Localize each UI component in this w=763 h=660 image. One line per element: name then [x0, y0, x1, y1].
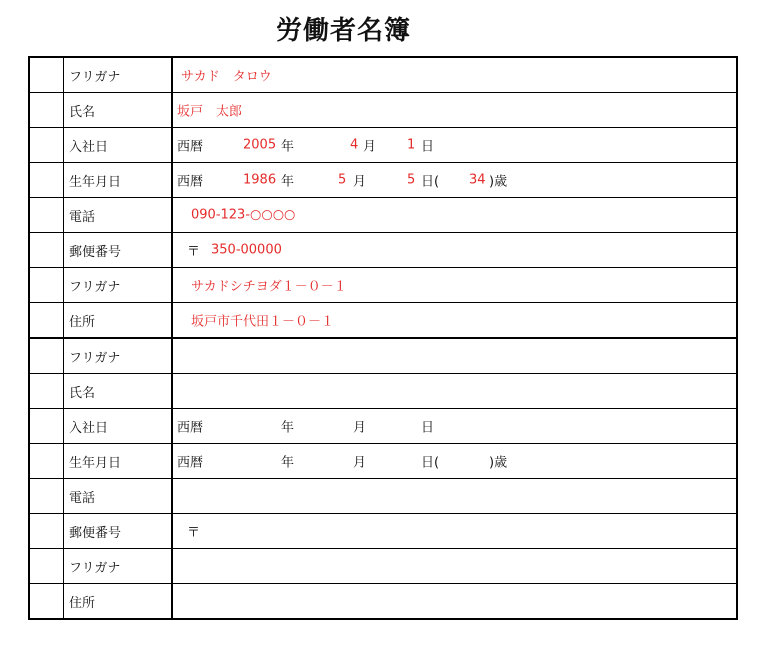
label-phone: 電話 [64, 479, 173, 514]
year-label: 年 [281, 174, 295, 190]
worker1-address-furigana: サカドシチヨダ１－０－１ [191, 279, 347, 295]
row-number-cell[interactable] [29, 479, 64, 514]
row-number-cell[interactable] [29, 444, 64, 479]
value-cell[interactable] [172, 338, 737, 374]
label-birth: 生年月日 [64, 163, 173, 198]
value-cell[interactable] [172, 57, 737, 93]
label-name: 氏名 [64, 374, 173, 409]
table-row [29, 303, 737, 339]
label-postal: 郵便番号 [64, 233, 173, 268]
value-cell[interactable] [172, 549, 737, 584]
month-label: 月 [363, 139, 377, 155]
table-row [29, 338, 737, 374]
value-cell[interactable] [172, 409, 737, 444]
label-birth: 生年月日 [64, 444, 173, 479]
row-number-cell[interactable] [29, 409, 64, 444]
day-label: 日 [421, 139, 435, 155]
year-label: 年 [281, 139, 295, 155]
table-row [29, 233, 737, 268]
value-cell[interactable] [172, 444, 737, 479]
age-close-label: )歳 [489, 174, 508, 190]
month-label: 月 [353, 174, 367, 190]
table-row [29, 409, 737, 444]
era-label: 西暦 [177, 139, 204, 155]
row-number-cell[interactable] [29, 374, 64, 409]
label-phone: 電話 [64, 198, 173, 233]
worker1-postal: 350-00000 [211, 242, 282, 258]
label-furigana: フリガナ [64, 338, 173, 374]
value-cell[interactable] [172, 93, 737, 128]
worker1-address: 坂戸市千代田１－０－１ [191, 314, 335, 330]
postal-mark: 〒 [187, 525, 201, 541]
value-cell[interactable] [172, 303, 737, 339]
row-number-cell[interactable] [29, 549, 64, 584]
table-row [29, 93, 737, 128]
value-cell[interactable] [172, 584, 737, 620]
table-row [29, 268, 737, 303]
worker1-joined-year: 2005 [243, 137, 277, 153]
row-number-cell[interactable] [29, 163, 64, 198]
value-cell[interactable] [172, 268, 737, 303]
label-furigana: フリガナ [64, 57, 173, 93]
value-cell[interactable] [172, 198, 737, 233]
value-cell[interactable] [172, 233, 737, 268]
era-label: 西暦 [177, 174, 204, 190]
value-cell[interactable] [172, 128, 737, 163]
year-label: 年 [281, 420, 295, 436]
worker1-joined-month: 4 [350, 137, 359, 153]
table-row [29, 128, 737, 163]
table-row [29, 374, 737, 409]
day-label: 日 [421, 420, 435, 436]
worker1-furigana: サカド タロウ [181, 69, 272, 85]
row-number-cell[interactable] [29, 57, 64, 93]
table-row [29, 584, 737, 620]
age-open-label: 日( [421, 455, 440, 471]
page-title: 労働者名簿 [275, 16, 411, 46]
age-close-label: )歳 [489, 455, 508, 471]
label-address: 住所 [64, 303, 173, 339]
row-number-cell[interactable] [29, 338, 64, 374]
row-number-cell[interactable] [29, 303, 64, 339]
label-joined: 入社日 [64, 409, 173, 444]
label-address-furigana: フリガナ [64, 549, 173, 584]
row-number-cell[interactable] [29, 584, 64, 620]
row-number-cell[interactable] [29, 514, 64, 549]
worker1-birth-month: 5 [338, 172, 347, 188]
worker1-age: 34 [469, 172, 486, 188]
worker1-name: 坂戸 太郎 [177, 104, 243, 120]
month-label: 月 [353, 420, 367, 436]
label-joined: 入社日 [64, 128, 173, 163]
row-number-cell[interactable] [29, 93, 64, 128]
row-number-cell[interactable] [29, 268, 64, 303]
label-name: 氏名 [64, 93, 173, 128]
year-label: 年 [281, 455, 295, 471]
table-row [29, 549, 737, 584]
worker1-birth-year: 1986 [243, 172, 277, 188]
row-number-cell[interactable] [29, 128, 64, 163]
value-cell[interactable] [172, 514, 737, 549]
table-row [29, 198, 737, 233]
row-number-cell[interactable] [29, 198, 64, 233]
era-label: 西暦 [177, 455, 204, 471]
value-cell[interactable] [172, 374, 737, 409]
table-row [29, 163, 737, 198]
label-address-furigana: フリガナ [64, 268, 173, 303]
worker-roster-table [28, 56, 738, 620]
table-row [29, 514, 737, 549]
value-cell[interactable] [172, 479, 737, 514]
postal-mark: 〒 [187, 244, 201, 260]
month-label: 月 [353, 455, 367, 471]
age-open-label: 日( [421, 174, 440, 190]
table-row [29, 57, 737, 93]
worker1-birth-day: 5 [407, 172, 416, 188]
table-row [29, 444, 737, 479]
era-label: 西暦 [177, 420, 204, 436]
worker1-phone: 090-123-○○○○ [191, 207, 296, 223]
worker1-joined-day: 1 [407, 137, 416, 153]
row-number-cell[interactable] [29, 233, 64, 268]
label-postal: 郵便番号 [64, 514, 173, 549]
table-row [29, 479, 737, 514]
label-address: 住所 [64, 584, 173, 620]
value-cell[interactable] [172, 163, 737, 198]
